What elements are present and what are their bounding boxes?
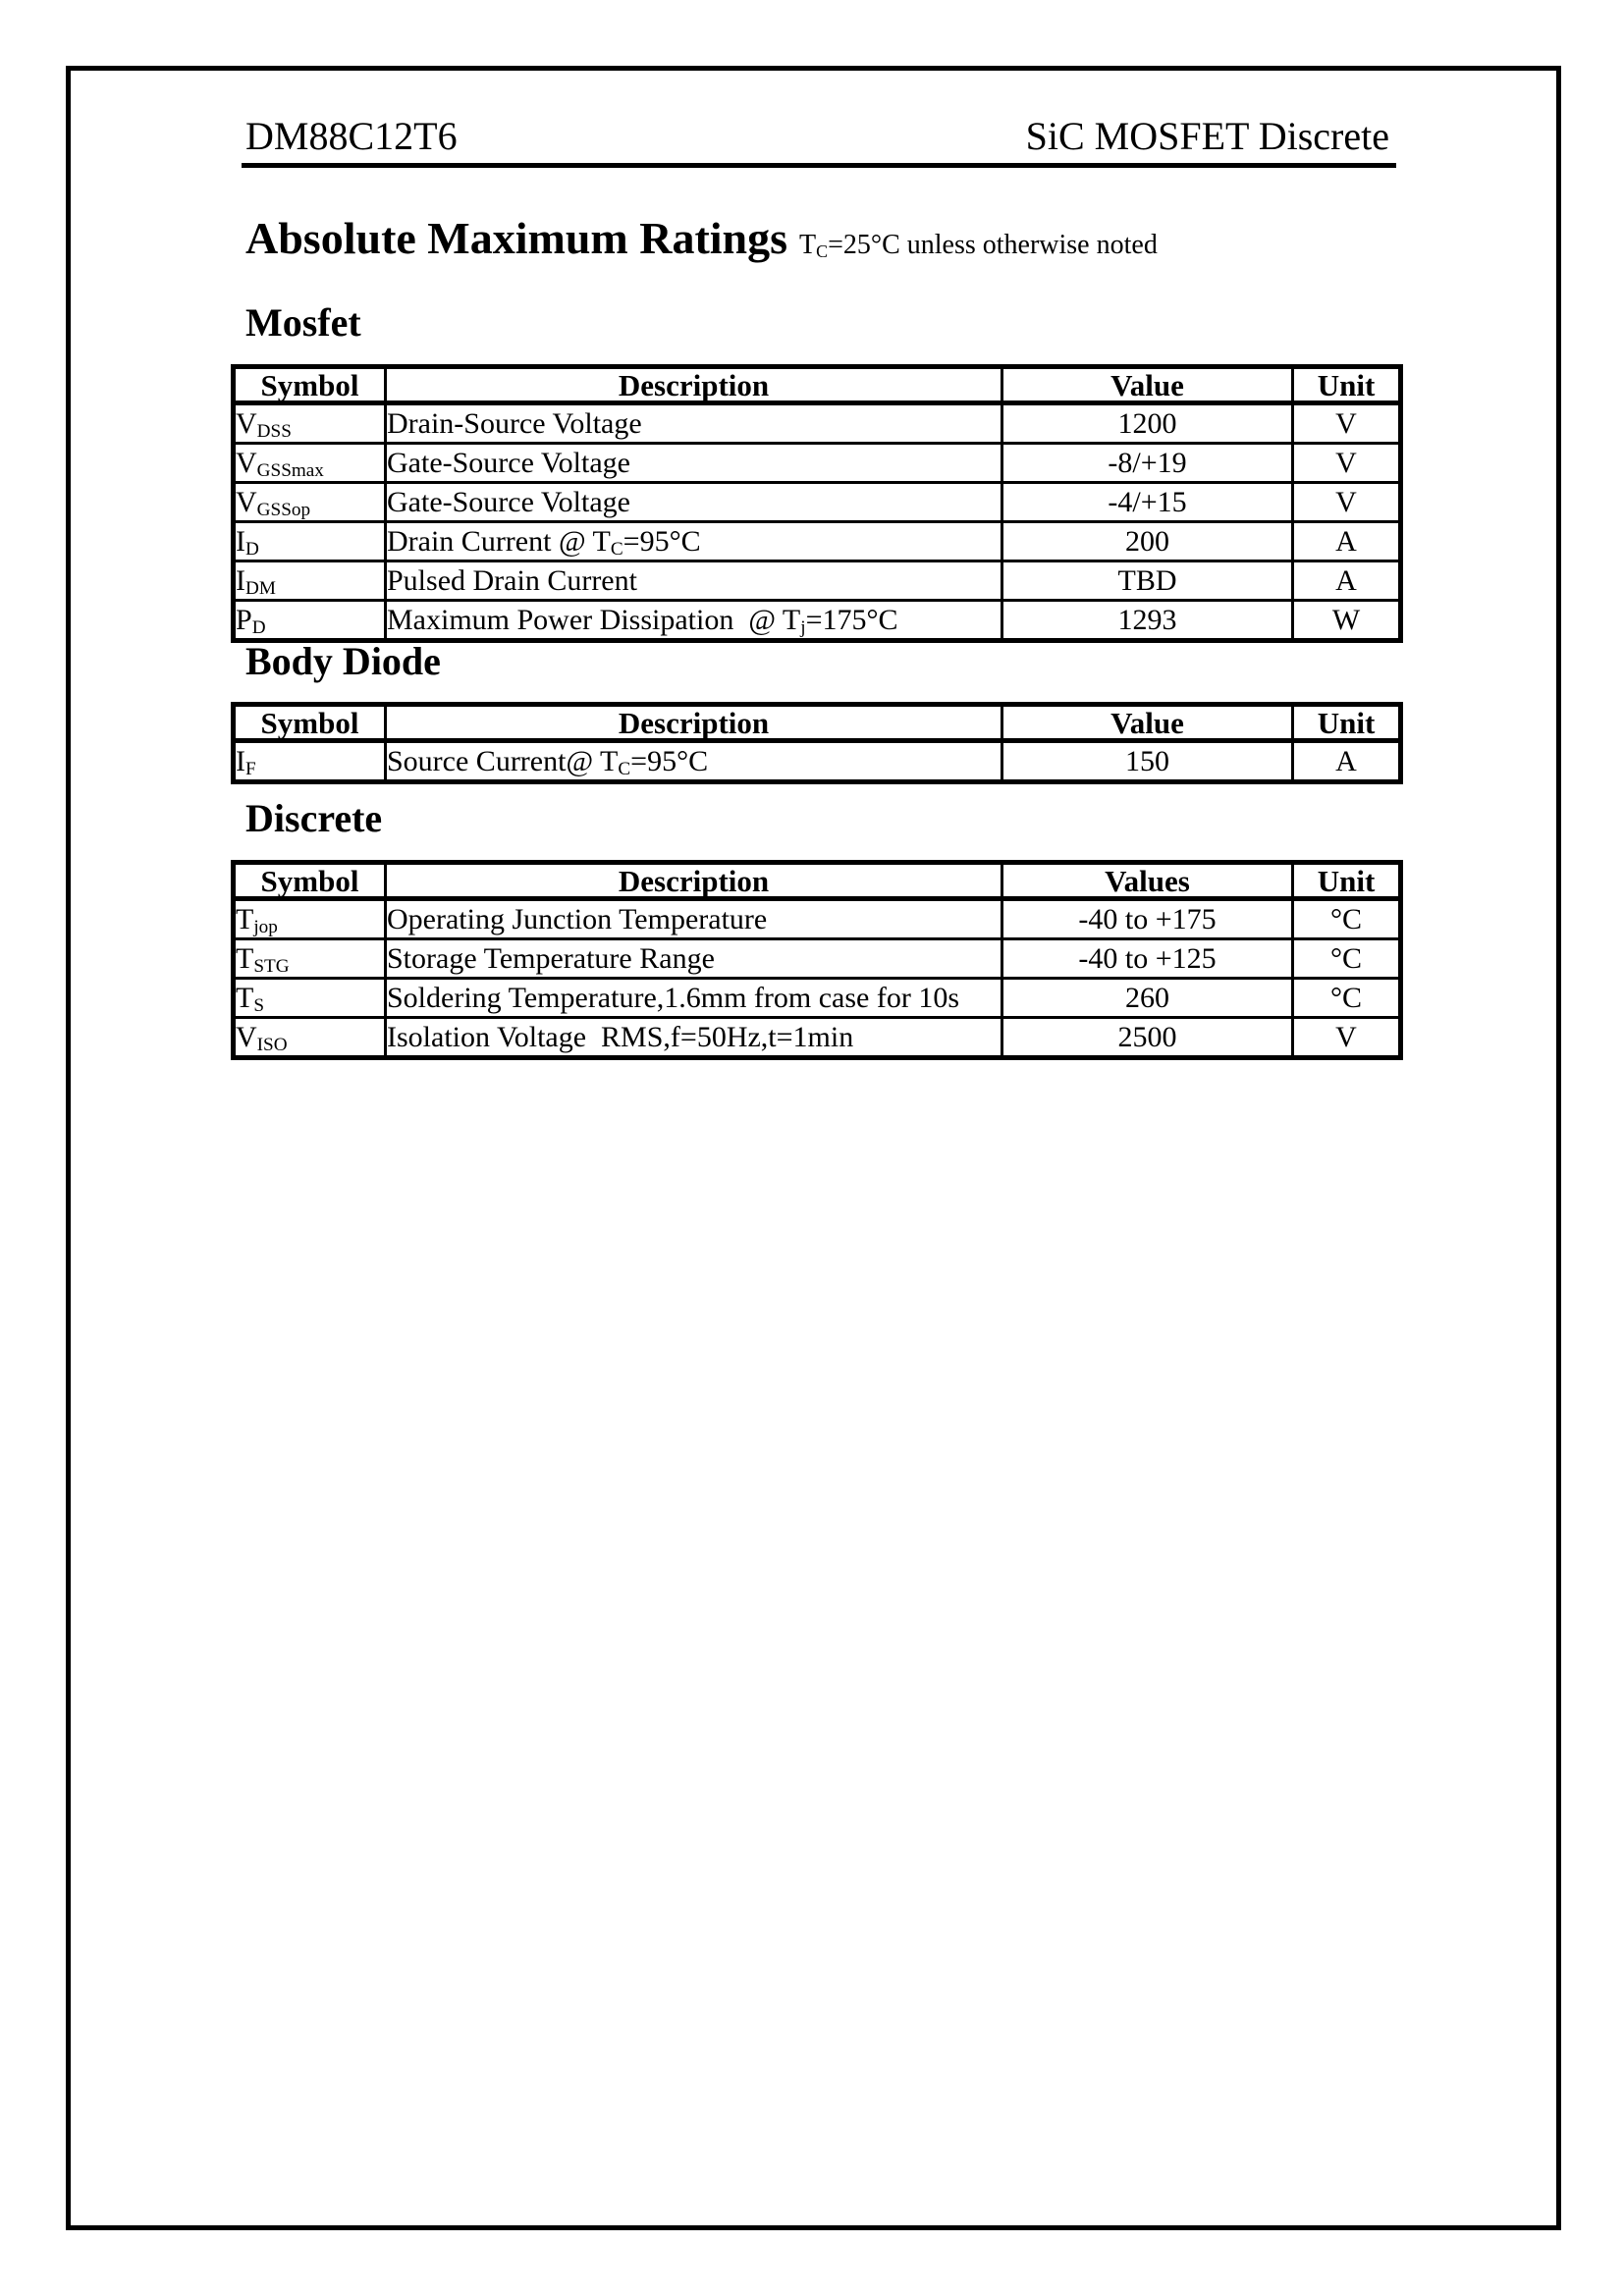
header-row: [234, 863, 1401, 899]
subscript: GSSop: [256, 499, 311, 520]
column-header-unit: Unit: [1293, 367, 1401, 403]
symbol-cell: $T_{STG}$: [234, 939, 386, 979]
table-row: [234, 741, 1401, 782]
symbol-cell: $I_{DM}$: [234, 561, 386, 601]
symbol-cell: $I_D$: [234, 522, 386, 561]
value-cell: 200: [1002, 522, 1293, 561]
table-row: [234, 979, 1401, 1018]
table-row: [234, 561, 1401, 601]
unit-cell: A: [1293, 522, 1401, 561]
table-row: [234, 601, 1401, 641]
subscript: DM: [245, 577, 276, 599]
column-header-values: Values: [1002, 863, 1293, 899]
column-header-description: Description: [386, 863, 1002, 899]
value-cell: 150: [1002, 741, 1293, 782]
symbol-cell: $V_{ISO}$: [234, 1018, 386, 1058]
page-title: [245, 215, 1158, 262]
product-family: SiC MOSFET Discrete: [1025, 114, 1389, 158]
description-cell: Isolation Voltage RMS,f=50Hz,t=1min: [386, 1018, 1002, 1058]
column-header-symbol: Symbol: [234, 367, 386, 403]
section-heading-body-diode: Body Diode: [245, 639, 441, 683]
column-header-unit: Unit: [1293, 863, 1401, 899]
value-cell: -40 to +125: [1002, 939, 1293, 979]
column-header-description: Description: [386, 705, 1002, 741]
unit-cell: A: [1293, 741, 1401, 782]
unit-cell: V: [1293, 1018, 1401, 1058]
description-cell: Gate-Source Voltage: [386, 483, 1002, 522]
symbol-cell: $T_S$: [234, 979, 386, 1018]
body-diode-ratings-table: [231, 702, 1403, 784]
table-row: [234, 444, 1401, 483]
subscript: D: [251, 616, 266, 638]
header-row: [234, 367, 1401, 403]
unit-cell: W: [1293, 601, 1401, 641]
subscript: S: [253, 994, 264, 1016]
description-cell: Drain Current @ $T_C=95^\circ C$: [386, 522, 1002, 561]
title-condition: $T_C=25^\circ C$ unless otherwise noted: [799, 230, 1158, 261]
column-header-value: Value: [1002, 705, 1293, 741]
subscript: GSSmax: [256, 459, 324, 481]
header-rule: [242, 163, 1396, 168]
symbol-cell: $I_F$: [236, 744, 256, 779]
unit-cell: A: [1293, 561, 1401, 601]
description-cell: Maximum Power Dissipation @ $T_j=175^\circ C$: [386, 601, 1002, 641]
table-row: [234, 1018, 1401, 1058]
section-heading-mosfet: Mosfet: [245, 300, 361, 345]
column-header-unit: Unit: [1293, 705, 1401, 741]
subscript: C: [816, 240, 829, 261]
part-number: DM88C12T6: [245, 114, 458, 158]
symbol-cell: $V_{GSSmax}$: [234, 444, 386, 483]
column-header-symbol: Symbol: [234, 863, 386, 899]
doc-header: [245, 115, 1389, 158]
subscript: C: [618, 758, 631, 779]
description-cell: Gate-Source Voltage: [386, 444, 1002, 483]
symbol-cell: $T_{jop}$: [236, 902, 278, 937]
mosfet-ratings-table: [231, 364, 1403, 643]
table-row: [234, 483, 1401, 522]
table-row: [234, 522, 1401, 561]
description-cell: Storage Temperature Range: [386, 939, 1002, 979]
value-cell: -40 to +175: [1002, 899, 1293, 939]
subscript: j: [800, 616, 806, 638]
description-cell: Pulsed Drain Current: [386, 561, 1002, 601]
subscript: STG: [253, 955, 290, 977]
table-row: [234, 939, 1401, 979]
subscript: jop: [253, 916, 278, 937]
description-cell: Source Current@ $T_C=95^\circ C$: [386, 741, 1002, 782]
subscript: F: [245, 758, 256, 779]
column-header-description: Description: [386, 367, 1002, 403]
unit-cell: °C: [1293, 899, 1401, 939]
value-cell: 2500: [1002, 1018, 1293, 1058]
unit-cell: °C: [1293, 939, 1401, 979]
value-cell: TBD: [1002, 561, 1293, 601]
description-cell: Drain-Source Voltage: [386, 403, 1002, 444]
unit-cell: V: [1293, 483, 1401, 522]
subscript: C: [610, 538, 623, 560]
table-row: [234, 899, 1401, 939]
value-cell: 260: [1002, 979, 1293, 1018]
page-title-text: Absolute Maximum Ratings: [245, 213, 788, 263]
unit-cell: °C: [1293, 979, 1401, 1018]
symbol-cell: $P_D$: [234, 601, 386, 641]
unit-cell: V: [1293, 403, 1401, 444]
header-row: [234, 705, 1401, 741]
description-cell: Operating Junction Temperature: [386, 899, 1002, 939]
value-cell: -4/+15: [1002, 483, 1293, 522]
description-cell: Soldering Temperature,1.6mm from case for 10s: [386, 979, 1002, 1018]
subscript: D: [245, 538, 259, 560]
symbol-cell: $V_{GSSop}$: [234, 483, 386, 522]
column-header-value: Value: [1002, 367, 1293, 403]
section-heading-discrete: Discrete: [245, 796, 383, 840]
unit-cell: V: [1293, 444, 1401, 483]
table-row: [234, 403, 1401, 444]
value-cell: -8/+19: [1002, 444, 1293, 483]
value-cell: 1200: [1002, 403, 1293, 444]
symbol-cell: $V_{DSS}$: [236, 406, 292, 442]
discrete-ratings-table: [231, 860, 1403, 1060]
value-cell: 1293: [1002, 601, 1293, 641]
subscript: DSS: [256, 420, 292, 442]
subscript: ISO: [256, 1034, 288, 1055]
column-header-symbol: Symbol: [234, 705, 386, 741]
